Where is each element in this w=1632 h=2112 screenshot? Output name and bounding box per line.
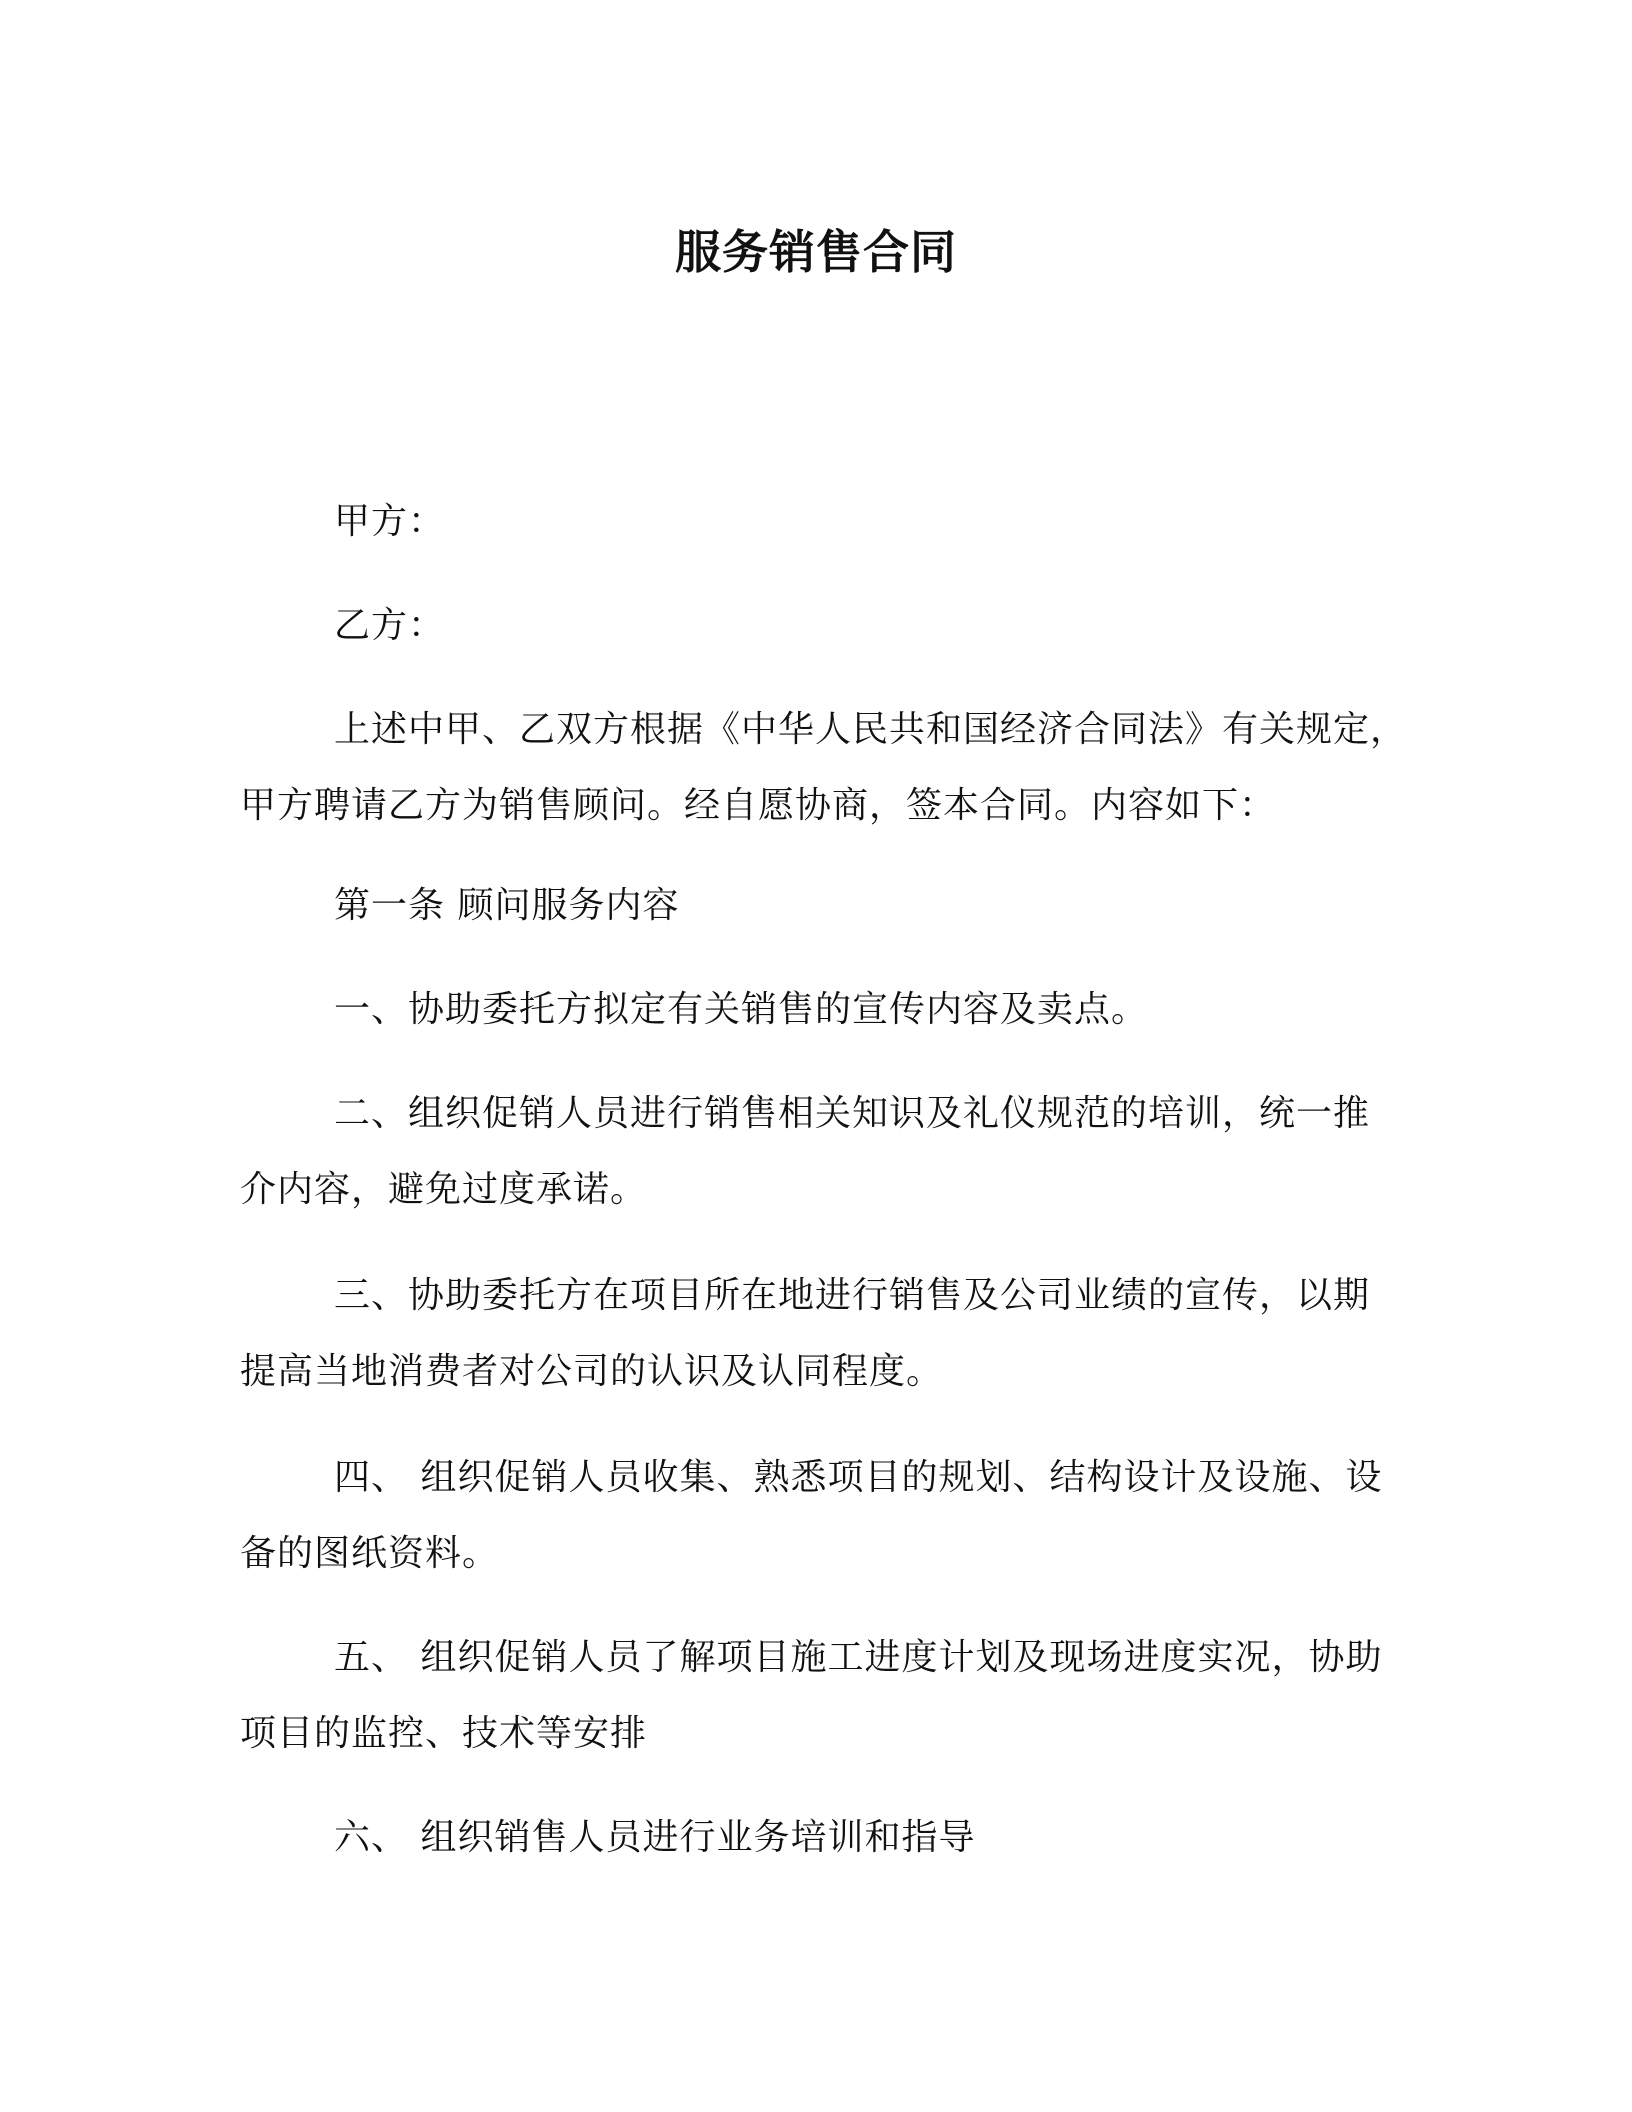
item-5-line-2: 项目的监控、技术等安排 [240,1713,648,1754]
item-2-line-2: 介内容，避免过度承诺。 [240,1169,648,1210]
item-2-line-1: 二、组织促销人员进行销售相关知识及礼仪规范的培训，统一推 [334,1093,1371,1134]
item-4-line-2: 备的图纸资料。 [240,1533,500,1574]
item-4-line-1: 四、 组织促销人员收集、熟悉项目的规划、结构设计及设施、设 [334,1457,1383,1498]
item-6: 六、 组织销售人员进行业务培训和指导 [334,1817,976,1858]
item-5-line-1: 五、 组织促销人员了解项目施工进度计划及现场进度实况，协助 [334,1637,1383,1678]
party-b-label: 乙方： [334,605,446,646]
article-1-heading: 第一条 顾问服务内容 [334,885,680,926]
document-title: 服务销售合同 [675,225,957,279]
intro-line-2: 甲方聘请乙方为销售顾问。经自愿协商，签本合同。内容如下： [240,785,1277,826]
party-a-label: 甲方： [334,501,446,542]
item-3-line-2: 提高当地消费者对公司的认识及认同程度。 [240,1351,944,1392]
item-3-line-1: 三、协助委托方在项目所在地进行销售及公司业绩的宣传，以期 [334,1275,1371,1316]
item-1: 一、协助委托方拟定有关销售的宣传内容及卖点。 [334,989,1149,1030]
intro-line-1: 上述中甲、乙双方根据《中华人民共和国经济合同法》有关规定， [334,709,1408,750]
